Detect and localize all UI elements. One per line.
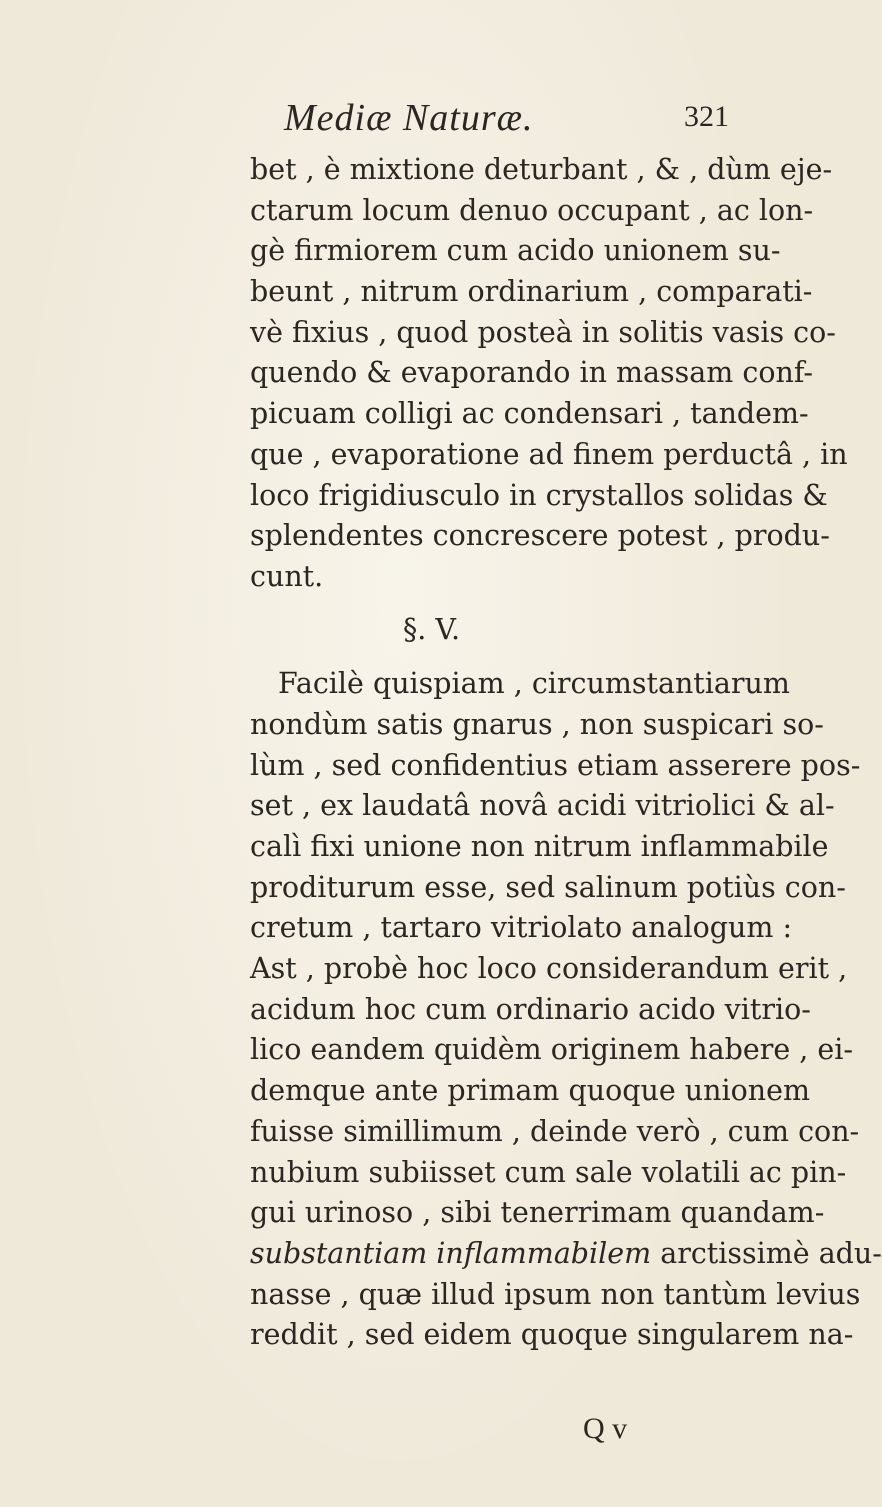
text-line: nubium subiisset cum sale volatili ac pin- <box>250 1155 847 1189</box>
text-fragment: arctissimè adu- <box>651 1236 882 1270</box>
text-line: splendentes concrescere potest , produ- <box>250 519 830 553</box>
text-line: set , ex laudatâ novâ acidi vitriolici & al- <box>250 789 835 823</box>
text-line: lùm , sed confidentius etiam asserere pos- <box>250 748 861 782</box>
signature-mark: Q v <box>583 1412 628 1445</box>
text-line-italic <box>250 1234 882 1275</box>
text-line: vè fixius , quod posteà in solitis vasis co- <box>250 315 836 349</box>
body-text <box>250 150 882 1356</box>
italic-phrase: substantiam inflammabilem <box>250 1236 652 1270</box>
text-line: demque ante primam quoque unionem <box>250 1074 810 1108</box>
text-line: Ast , probè hoc loco considerandum erit , <box>250 952 848 986</box>
text-line: picuam colligi ac condensari , tandem- <box>250 397 809 431</box>
text-line: reddit , sed eidem quoque singularem na- <box>250 1318 854 1352</box>
page-number: 321 <box>684 100 729 133</box>
running-head-title: Mediæ Naturæ. <box>284 97 534 139</box>
text-line: lico eandem quidèm originem habere , ei- <box>250 1033 854 1067</box>
text-line: calì fixi unione non nitrum inflammabile <box>250 830 829 863</box>
section-heading: §. V. <box>403 612 461 646</box>
text-line: gè firmiorem cum acido unionem su- <box>250 234 781 268</box>
text-line: nondùm satis gnarus , non suspicari so- <box>250 707 824 741</box>
text-line: beunt , nitrum ordinarium , comparati- <box>250 275 813 309</box>
text-line: nasse , quæ illud ipsum non tantùm levius <box>250 1277 861 1311</box>
text-line: ctarum locum denuo occupant , ac lon- <box>250 193 814 227</box>
text-line: cunt. <box>250 559 324 593</box>
text-line: cretum , tartaro vitriolato analogum : <box>250 911 793 945</box>
text-line: fuisse simillimum , deinde verò , cum con- <box>250 1114 860 1148</box>
text-line: acidum hoc cum ordinario acido vitrio- <box>250 992 811 1026</box>
text-line: gui urinoso , sibi tenerrimam quandam- <box>250 1196 825 1230</box>
text-line: loco frigidiusculo in crystallos solidas & <box>250 478 828 512</box>
running-head <box>0 96 800 146</box>
text-line: que , evaporatione ad finem perductâ , in <box>250 437 848 471</box>
text-line: bet , è mixtione deturbant , & , dùm eje- <box>250 153 833 186</box>
text-line: quendo & evaporando in massam conf- <box>250 356 814 390</box>
text-line: proditurum esse, sed salinum potiùs con- <box>250 870 846 904</box>
text-line: Facilè quispiam , circumstantiarum <box>278 667 790 701</box>
